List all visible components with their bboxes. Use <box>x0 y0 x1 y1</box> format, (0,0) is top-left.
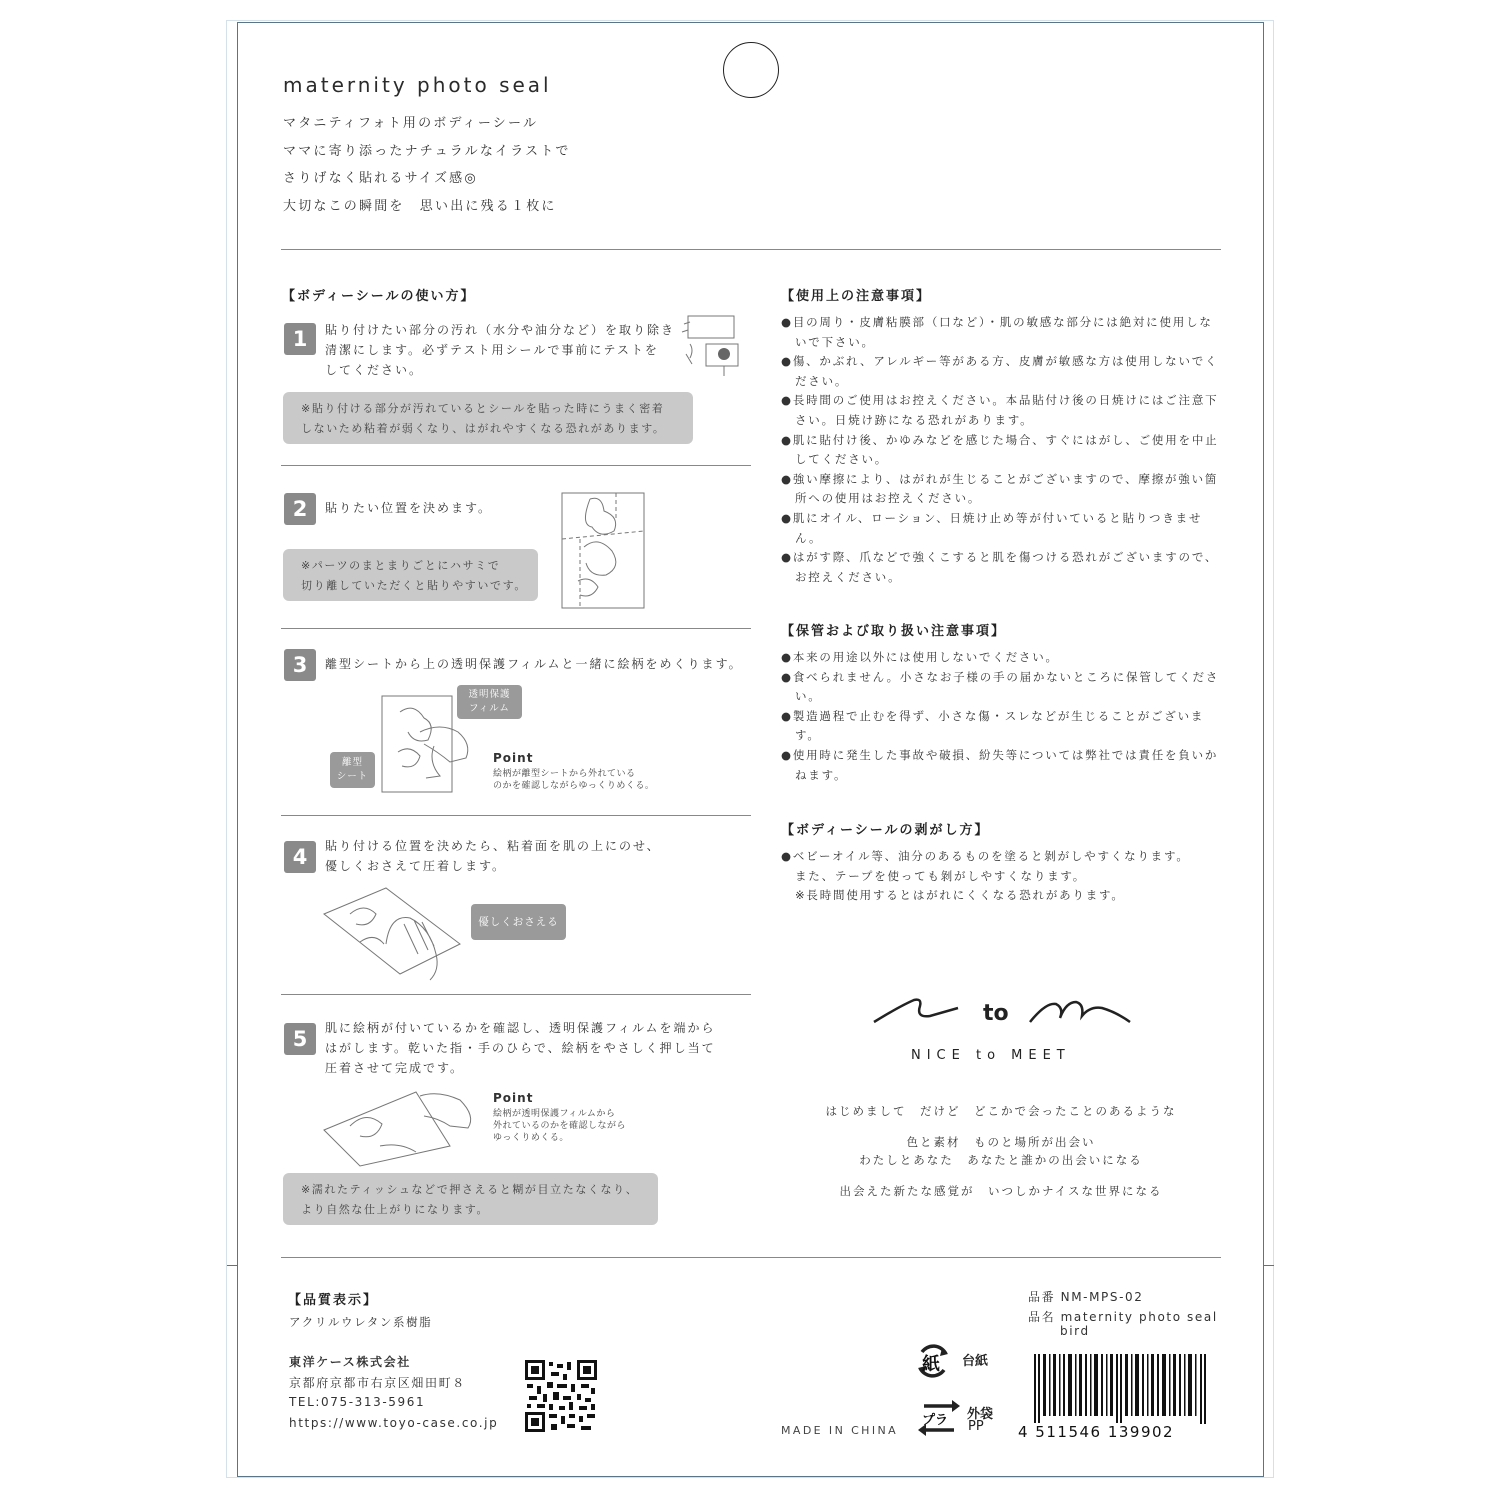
step-4-text: 貼り付ける位置を決めたら、粘着面を肌の上にのせ、 優しくおさえて圧着します。 <box>325 839 661 873</box>
step-4-illustration <box>320 884 465 984</box>
storage-item: ●食べられません。小さなお子様の手の届かないところに保管してください。 <box>781 669 1220 704</box>
cautions-list <box>781 313 1221 587</box>
product-variant: bird <box>1060 1324 1090 1338</box>
step-3-text: 離型シートから上の透明保護フィルムと一緒に絵柄をめくります。 <box>325 657 743 671</box>
poem-line-3: わたしとあなた あなたと誰かの出会いになる <box>859 1153 1143 1167</box>
company-address: 京都府京都市右京区畑田町８ <box>289 1376 466 1390</box>
removal-line: また、テープを使っても剝がしやすくなります。 <box>795 868 1087 883</box>
plastic-recycle-label: 外袋 <box>967 1407 994 1422</box>
qr-code <box>525 1360 597 1432</box>
company-tel: TEL:075-313-5961 <box>289 1395 426 1409</box>
removal-line: ●ベビーオイル等、油分のあるものを塗ると剝がしやすくなります。 <box>781 849 1190 863</box>
caution-item: ●目の周り・皮膚粘膜部（口など）・肌の敏感な部分には絶対に使用しないで下さい。 <box>781 315 1213 349</box>
step-3-point-text: 絵柄が離型シートから外れている のかを確認しながらゆっくりめくる。 <box>493 769 655 791</box>
storage-list <box>781 648 1221 785</box>
storage-item: ●本来の用途以外には使用しないでください。 <box>781 650 1059 664</box>
removal-line: ※長時間使用するとはがれにくくなる恐れがあります。 <box>795 888 1125 903</box>
made-in: MADE IN CHINA <box>781 1424 899 1437</box>
storage-item: ●使用時に発生した事故や破損、紛失等については弊社では責任を負いかねます。 <box>781 747 1219 782</box>
bubble-sheet: 離型 シート <box>330 752 375 788</box>
intro-line-1: マタニティフォト用のボディーシール <box>283 116 539 131</box>
removal-heading: 【ボディーシールの剥がし方】 <box>781 823 990 838</box>
quality-heading: 【品質表示】 <box>288 1293 379 1308</box>
paper-recycle-symbol: 紙 <box>922 1354 940 1375</box>
brand-logo-to: to <box>983 1001 1009 1026</box>
company-name: 東洋ケース株式会社 <box>289 1355 411 1369</box>
paper-recycle-icon <box>914 1342 952 1380</box>
usage-heading: 【ボディーシールの使い方】 <box>282 289 476 304</box>
step-1-illustration <box>680 314 740 378</box>
caution-item: ●肌に貼付け後、かゆみなどを感じた場合、すぐにはがし、ご使用を中止してください。 <box>781 432 1219 467</box>
step-5-point-text: 絵柄が透明保護フィルムから 外れているのかを確認しながら ゆっくりめくる。 <box>493 1109 627 1143</box>
step-2-number: 2 <box>284 493 316 525</box>
plastic-recycle-material: PP <box>968 1419 984 1434</box>
plastic-recycle-symbol: プラ <box>922 1413 949 1428</box>
company-url: https://www.toyo-case.co.jp <box>289 1416 499 1430</box>
step-1-note: ※貼り付ける部分が汚れているとシールを貼った時にうまく密着 しないため粘着が弱くなり、はがれやすくなる恐れがあります。 <box>283 392 693 444</box>
step-4-number: 4 <box>284 841 316 873</box>
step-2-note: ※パーツのまとまりごとにハサミで 切り離していただくと貼りやすいです。 <box>283 549 538 601</box>
intro-line-3: さりげなく貼れるサイズ感◎ <box>283 171 478 186</box>
step-1-number: 1 <box>284 323 316 355</box>
paper-recycle-label: 台紙 <box>962 1354 989 1369</box>
material: アクリルウレタン系樹脂 <box>289 1315 433 1329</box>
barcode-number: 4 511546 139902 <box>1018 1423 1175 1441</box>
caution-item: ●傷、かぶれ、アレルギー等がある方、皮膚が敏感な方は使用しないでください。 <box>781 354 1219 388</box>
step-divider-2 <box>281 628 751 629</box>
product-title: maternity photo seal <box>283 73 552 97</box>
poem-line-4: 出会えた新たな感覚が いつしかナイスな世界になる <box>839 1184 1163 1198</box>
product-name: 品名 maternity photo seal <box>1028 1310 1218 1324</box>
step-5-point-title: Point <box>493 1091 534 1105</box>
removal-list <box>781 847 1221 906</box>
bubble-press: 優しくおさえる <box>471 904 566 940</box>
caution-item: ●強い摩擦により、はがれが生じることがございますので、摩擦が強い箇所への使用はお控えください。 <box>781 471 1219 506</box>
step-1-text: 貼り付けたい部分の汚れ（水分や油分など）を取り除き 清潔にします。必ずテスト用シールで事前にテストを してください。 <box>325 323 676 377</box>
poem-line-1: はじめまして だけど どこかで会ったことのあるような <box>825 1104 1177 1118</box>
caution-item: ●はがす際、爪などで強くこすると肌を傷つける恐れがございますので、お控えください。 <box>781 550 1219 584</box>
cut-mark-right <box>1264 1265 1274 1266</box>
step-5-number: 5 <box>284 1023 316 1055</box>
divider-top <box>281 249 1221 250</box>
step-3-point-title: Point <box>493 751 534 765</box>
divider-bottom <box>281 1257 1221 1258</box>
step-divider-3 <box>281 815 751 816</box>
step-divider-4 <box>281 994 751 995</box>
brand-subtitle: NICE to MEET <box>911 1048 1071 1063</box>
step-divider-1 <box>281 465 751 466</box>
step-5-note: ※濡れたティッシュなどで押さえると糊が目立たなくなり、 より自然な仕上がりになります。 <box>283 1173 658 1225</box>
intro-line-2: ママに寄り添ったナチュラルなイラストで <box>283 144 571 159</box>
hang-hole <box>723 42 779 98</box>
product-code: 品番 NM-MPS-02 <box>1028 1290 1144 1304</box>
barcode <box>1030 1354 1208 1424</box>
bubble-film: 透明保護 フィルム <box>457 685 522 719</box>
intro-line-4: 大切なこの瞬間を 思い出に残る１枚に <box>283 199 557 214</box>
storage-item: ●製造過程で止むを得ず、小さな傷・スレなどが生じることがございます。 <box>781 708 1205 743</box>
storage-heading: 【保管および取り扱い注意事項】 <box>781 624 1007 639</box>
cautions-heading: 【使用上の注意事項】 <box>781 289 932 304</box>
poem-line-2: 色と素材 ものと場所が出会い <box>906 1135 1096 1149</box>
caution-item: ●肌にオイル、ローション、日焼け止め等が付いていると貼りつきません。 <box>781 510 1203 545</box>
cut-mark-left <box>227 1265 237 1266</box>
step-5-illustration <box>320 1086 480 1170</box>
step-5-text: 肌に絵柄が付いているかを確認し、透明保護フィルムを端から はがします。乾いた指・手のひらで、絵柄をやさしく押し当て 圧着させて完成です。 <box>325 1021 716 1075</box>
caution-item: ●長時間のご使用はお控えください。本品貼付け後の日焼けにはご注意下さい。日焼け跡になる恐れがあります。 <box>781 393 1219 427</box>
step-2-text: 貼りたい位置を決めます。 <box>325 501 493 515</box>
plastic-recycle-icon <box>916 1398 962 1438</box>
step-3-number: 3 <box>284 649 316 681</box>
step-2-illustration <box>560 491 648 611</box>
